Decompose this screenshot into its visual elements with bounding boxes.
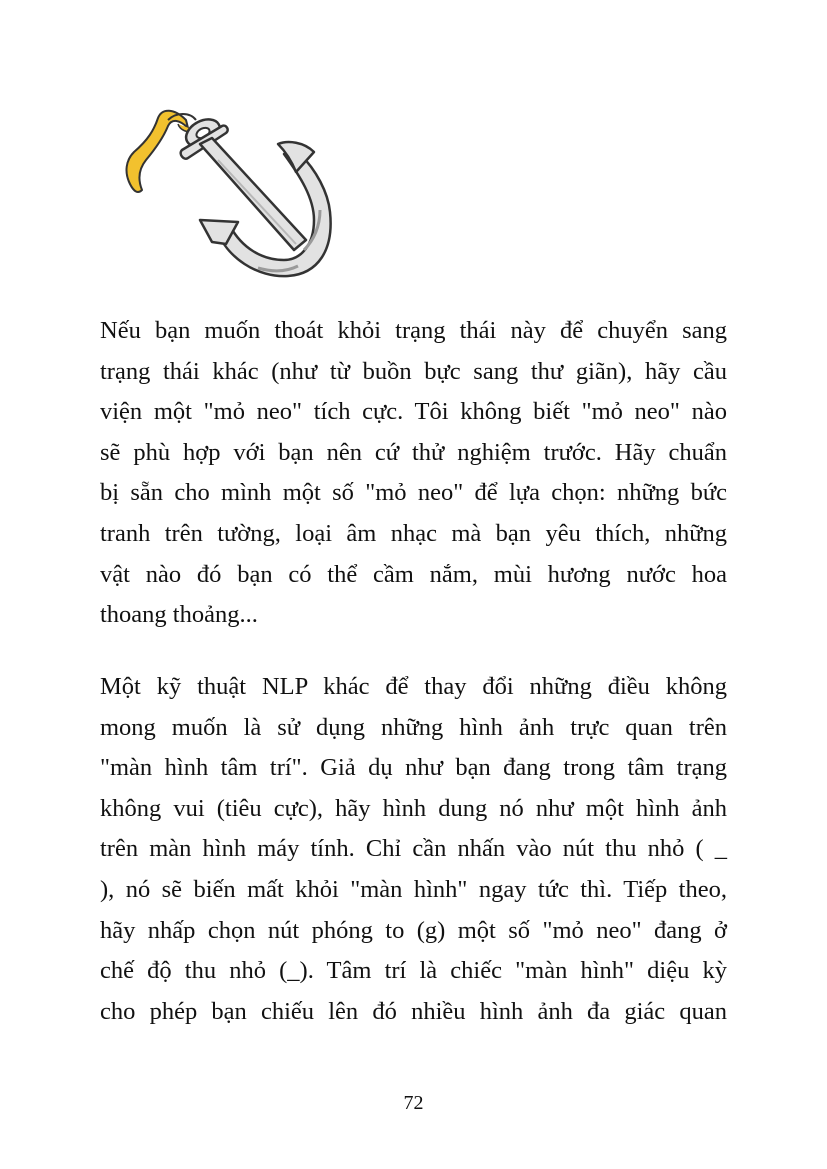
paragraph-line: viện một "mỏ neo" tích cực. Tôi không biết "mỏ neo" nào: [100, 398, 727, 426]
anchor-illustration: [108, 100, 343, 285]
paragraph-line: bị sẵn cho mình một số "mỏ neo" để lựa chọn: những bức: [100, 479, 727, 507]
paragraph-line: hãy nhấp chọn nút phóng to (g) một số "mỏ neo" đang ở: [100, 916, 727, 944]
paragraph-line: mong muốn là sử dụng những hình ảnh trực quan trên: [100, 713, 727, 741]
paragraph-line: sẽ phù hợp với bạn nên cứ thử nghiệm trước. Hãy chuẩn: [100, 438, 727, 466]
anchor-icon: [108, 100, 343, 285]
paragraph-line: vật nào đó bạn có thể cầm nắm, mùi hương nước hoa: [100, 560, 727, 588]
paragraph-line: "màn hình tâm trí". Giả dụ như bạn đang trong tâm trạng: [100, 754, 727, 782]
paragraph-line: trạng thái khác (như từ buồn bực sang thư giãn), hãy cầu: [100, 357, 727, 385]
paragraph-1: [100, 311, 727, 636]
paragraph-line: Nếu bạn muốn thoát khỏi trạng thái này để chuyển sang: [100, 317, 727, 344]
paragraph-line: cho phép bạn chiếu lên đó nhiều hình ảnh đa giác quan: [100, 997, 727, 1025]
paragraph-2: [100, 667, 727, 1032]
paragraph-line: thoang thoảng...: [100, 601, 258, 629]
page-number: 72: [403, 1092, 424, 1114]
paragraph-line: Một kỹ thuật NLP khác để thay đổi những điều không: [100, 673, 727, 700]
anchor-rope: [127, 111, 188, 192]
paragraph-line: trên màn hình máy tính. Chỉ cần nhấn vào nút thu nhỏ ( _: [100, 835, 727, 863]
paragraph-line: ), nó sẽ biến mất khỏi "màn hình" ngay tức thì. Tiếp theo,: [100, 875, 727, 903]
paragraph-line: chế độ thu nhỏ (_). Tâm trí là chiếc "màn hình" diệu kỳ: [100, 957, 727, 985]
paragraph-line: tranh trên tường, loại âm nhạc mà bạn yêu thích, những: [100, 519, 727, 547]
paragraph-line: không vui (tiêu cực), hãy hình dung nó như một hình ảnh: [100, 794, 727, 822]
